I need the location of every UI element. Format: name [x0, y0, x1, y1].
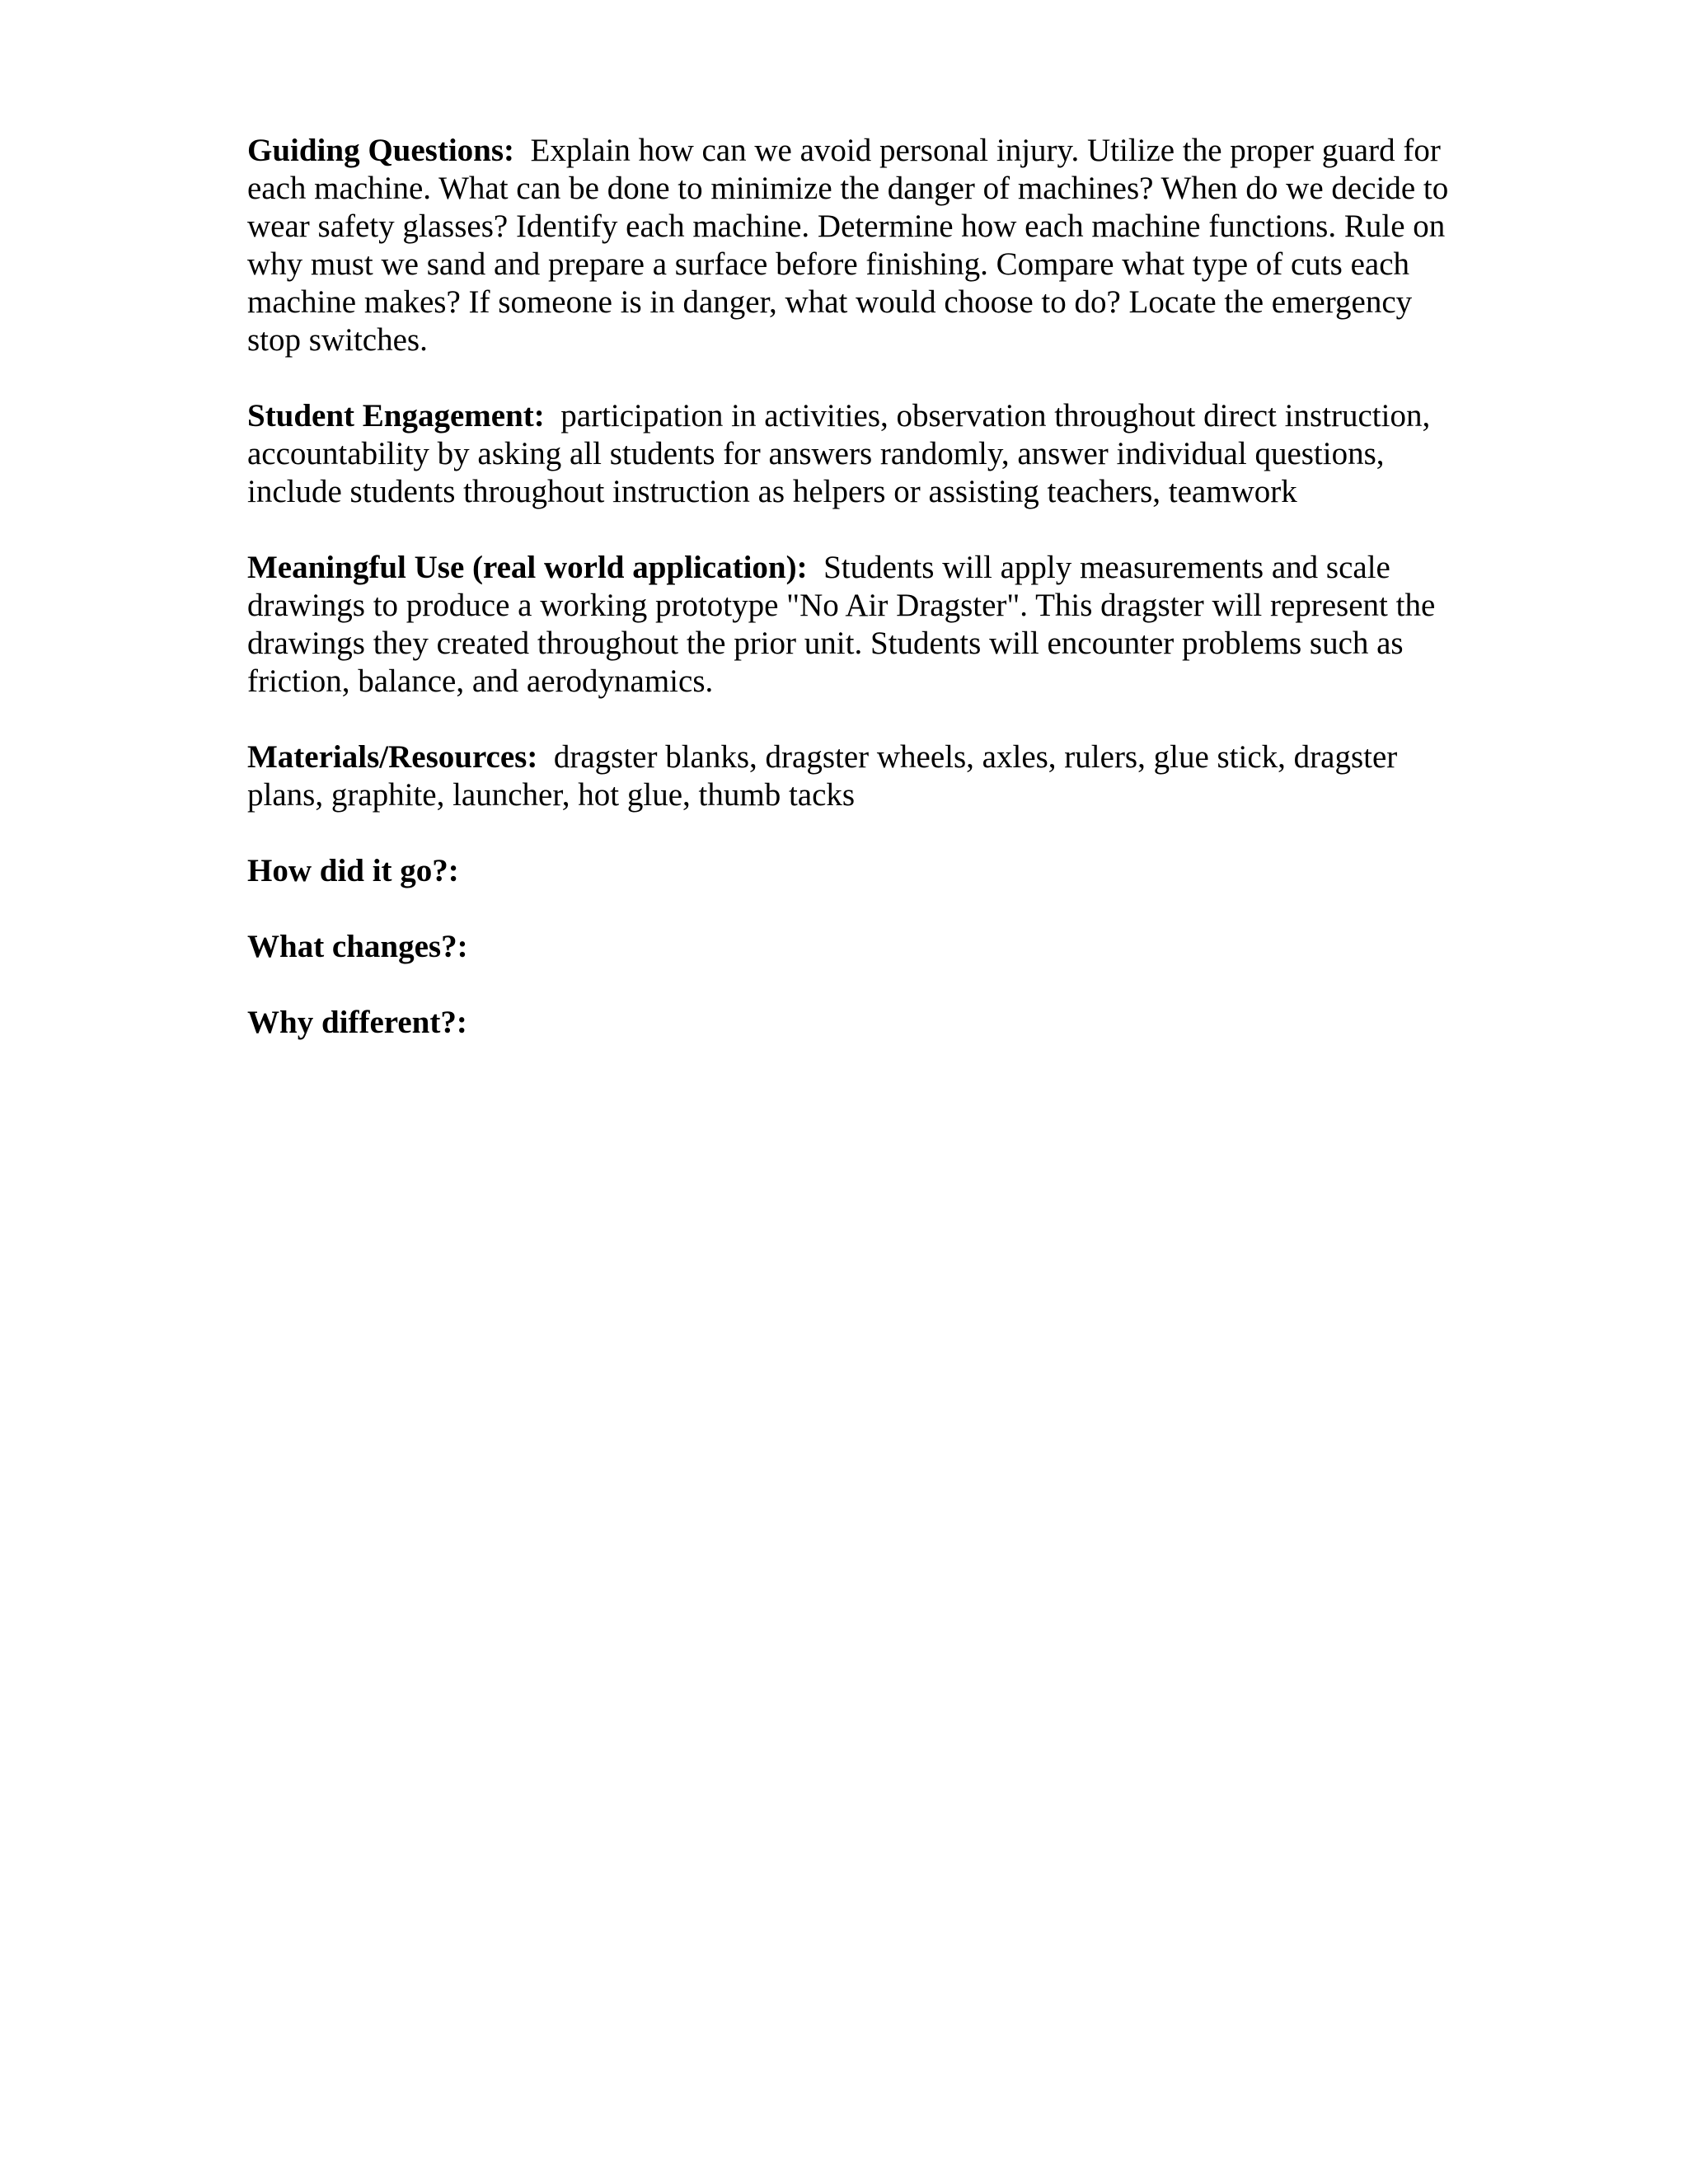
meaningful-use-label: Meaningful Use (real world application):: [247, 550, 808, 585]
guiding-questions-section: [247, 132, 1451, 359]
materials-resources-text: dragster blanks, dragster wheels, axles, rulers, glue stick, dragster plans, graphite, launcher, hot glue, thumb tacks: [247, 739, 1398, 813]
why-different-section: [247, 1004, 1451, 1042]
guiding-questions-text: Explain how can we avoid personal injury. Utilize the proper guard for each machine. What can be done to minimize the danger of machines? When do we decide to wear safety glasses? Identify each machine. Determine how each machine functions. Rule on why must we sand and prepare a surface before finishing. Compare what type of cuts each machine makes? If someone is in danger, what would choose to do? Locate the emergency stop switches.: [247, 133, 1449, 358]
guiding-questions-label: Guiding Questions:: [247, 133, 515, 168]
student-engagement-section: [247, 397, 1451, 511]
how-did-it-go-section: [247, 852, 1451, 890]
meaningful-use-text: Students will apply measurements and scale drawings to produce a working prototype "No Air Dragster". This dragster will represent the drawings they created throughout the prior unit. Students will encounter problems such as friction, balance, and aerodynamics.: [247, 550, 1436, 699]
what-changes-label: What changes?:: [247, 929, 468, 964]
how-did-it-go-label: How did it go?:: [247, 853, 459, 888]
what-changes-section: [247, 928, 1451, 966]
student-engagement-text: participation in activities, observation throughout direct instruction, accountability by asking all students for answers randomly, answer individual questions, include students throughout instruction as helpers or assisting teachers, teamwork: [247, 398, 1431, 509]
materials-resources-label: Materials/Resources:: [247, 739, 538, 775]
materials-resources-section: [247, 738, 1451, 814]
student-engagement-label: Student Engagement:: [247, 398, 545, 434]
why-different-label: Why different?:: [247, 1005, 467, 1040]
document-body: [247, 132, 1451, 1080]
meaningful-use-section: [247, 549, 1451, 701]
